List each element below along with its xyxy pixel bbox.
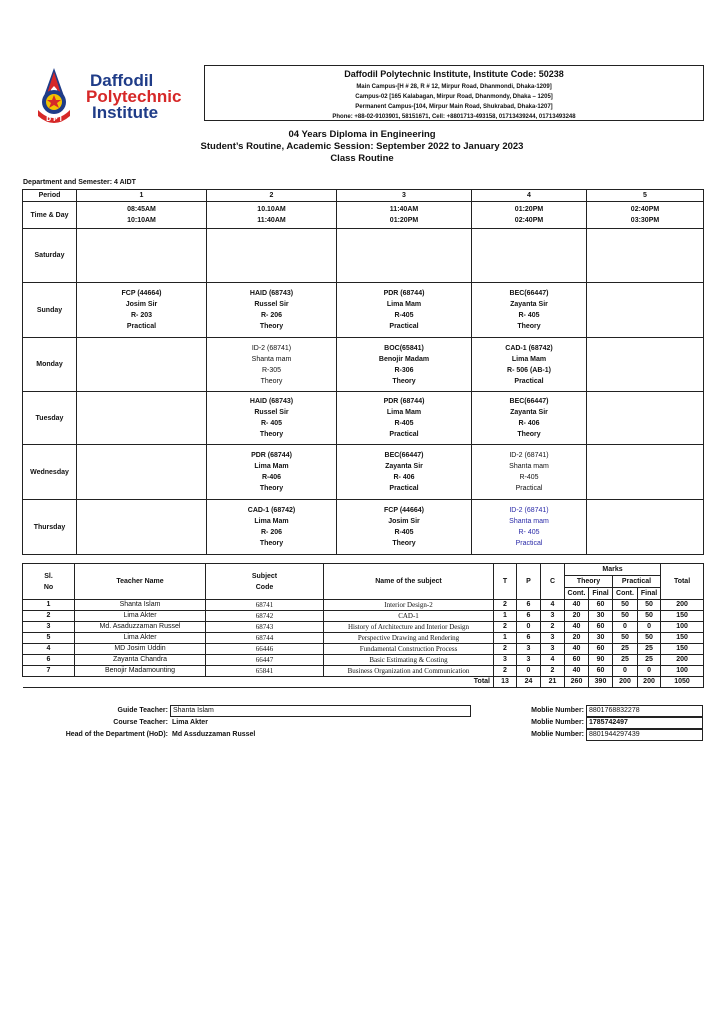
practical-cont-cell: 50	[613, 611, 638, 622]
theory-cont-header: Cont.	[565, 588, 589, 600]
day-row-monday	[23, 338, 704, 392]
mobile-number-field: 8801768832278	[586, 705, 703, 717]
mobile-label: Moblie Number:	[531, 719, 584, 726]
svg-text:Daffodil: Daffodil	[90, 71, 154, 90]
total-label: Total	[23, 677, 494, 688]
table-row	[23, 633, 704, 644]
class-cell	[472, 229, 587, 283]
practical-final-cell: 25	[638, 655, 661, 666]
total-cell: 150	[661, 611, 704, 622]
day-label: Saturday	[23, 229, 77, 283]
theory-final-cell: 90	[589, 655, 613, 666]
p-cell: 6	[517, 600, 541, 611]
sl-cell: 3	[23, 622, 75, 633]
course-teacher-label: Course Teacher:	[113, 719, 168, 726]
subject-rows	[23, 600, 704, 677]
table-row	[23, 655, 704, 666]
sl-cell: 7	[23, 666, 75, 677]
theory-cont-cell: 20	[565, 611, 589, 622]
table-row	[23, 666, 704, 677]
theory-final-cell: 30	[589, 633, 613, 644]
subject-cell: Fundamental Construction Process	[324, 644, 494, 655]
subject-header: Name of the subject	[324, 564, 494, 600]
total-practical-cont: 200	[613, 677, 638, 688]
total-header: Total	[661, 564, 704, 600]
t-cell: 2	[494, 644, 517, 655]
p-cell: 0	[517, 666, 541, 677]
day-row-thursday	[23, 500, 704, 555]
class-cell: BEC(66447) Zayanta Sir R- 405 Theory	[472, 283, 587, 338]
class-cell: PDR (68744) Lima Mam R-406 Theory	[207, 445, 337, 500]
mobile-number-field: 1785742497	[586, 717, 703, 729]
class-cell: ID-2 (68741) Shanta mam R-305 Theory	[207, 338, 337, 392]
theory-final-cell: 60	[589, 644, 613, 655]
routine-titles	[0, 129, 724, 165]
total-cell: 150	[661, 633, 704, 644]
mobile-label: Moblie Number:	[531, 707, 584, 714]
theory-cont-cell: 60	[565, 655, 589, 666]
class-cell: BEC(66447) Zayanta Sir R- 406 Practical	[337, 445, 472, 500]
class-cell	[587, 445, 704, 500]
theory-cont-cell: 40	[565, 666, 589, 677]
program-title: 04 Years Diploma in Engineering	[288, 129, 436, 140]
total-c: 21	[541, 677, 565, 688]
total-cell: 100	[661, 666, 704, 677]
time-row	[23, 202, 704, 229]
t-cell: 1	[494, 611, 517, 622]
teacher-cell: MD Josim Uddin	[75, 644, 206, 655]
subject-cell: Interior Design-2	[324, 600, 494, 611]
subjects-marks-table	[22, 563, 704, 688]
code-cell: 68743	[206, 622, 324, 633]
class-cell: ID-2 (68741) Shanta mam R- 405 Practical	[472, 500, 587, 555]
guide-teacher-field: Shanta Islam	[170, 705, 471, 717]
practical-final-cell: 0	[638, 622, 661, 633]
teacher-cell: Benojir Madamounting	[75, 666, 206, 677]
theory-cont-cell: 40	[565, 644, 589, 655]
class-cell	[77, 229, 207, 283]
c-header: C	[541, 564, 565, 600]
p-cell: 3	[517, 655, 541, 666]
c-cell: 4	[541, 600, 565, 611]
period-number: 3	[337, 190, 472, 202]
day-label: Tuesday	[23, 392, 77, 445]
class-cell: PDR (68744) Lima Mam R-405 Practical	[337, 392, 472, 445]
total-p: 24	[517, 677, 541, 688]
p-cell: 0	[517, 622, 541, 633]
period-time: 02:40PM 03:30PM	[587, 202, 704, 229]
practical-cont-cell: 0	[613, 666, 638, 677]
theory-header: Theory	[565, 576, 613, 588]
theory-final-cell: 60	[589, 622, 613, 633]
class-cell	[587, 283, 704, 338]
day-row-saturday	[23, 229, 704, 283]
p-cell: 6	[517, 633, 541, 644]
class-cell: BEC(66447) Zayanta Sir R- 406 Theory	[472, 392, 587, 445]
practical-final-cell: 50	[638, 633, 661, 644]
header-row-1	[23, 564, 704, 576]
t-cell: 3	[494, 655, 517, 666]
total-cell: 200	[661, 600, 704, 611]
period-row	[23, 190, 704, 202]
teacher-cell: Zayanta Chandra	[75, 655, 206, 666]
period-number: 4	[472, 190, 587, 202]
total-t: 13	[494, 677, 517, 688]
t-cell: 2	[494, 622, 517, 633]
period-time: 11:40AM 01:20PM	[337, 202, 472, 229]
campus-02: Campus-02 [165 Kalabagan, Mirpur Road, Dhanmondy, Dhaka – 1205]	[355, 94, 553, 100]
practical-cont-cell: 50	[613, 600, 638, 611]
subject-cell: Basic Estimating & Costing	[324, 655, 494, 666]
day-label: Wednesday	[23, 445, 77, 500]
total-theory-final: 390	[589, 677, 613, 688]
c-cell: 2	[541, 666, 565, 677]
c-cell: 3	[541, 611, 565, 622]
practical-header: Practical	[613, 576, 661, 588]
practical-cont-cell: 25	[613, 655, 638, 666]
table-row	[23, 611, 704, 622]
theory-cont-cell: 40	[565, 622, 589, 633]
class-cell	[587, 392, 704, 445]
t-header: T	[494, 564, 517, 600]
theory-final-cell: 60	[589, 666, 613, 677]
table-row	[23, 644, 704, 655]
class-cell: BOC(65841) Benojir Madam R-306 Theory	[337, 338, 472, 392]
class-cell	[77, 500, 207, 555]
p-header: P	[517, 564, 541, 600]
class-cell: CAD-1 (68742) Lima Mam R- 206 Theory	[207, 500, 337, 555]
practical-cont-cell: 25	[613, 644, 638, 655]
period-time: 10.10AM 11:40AM	[207, 202, 337, 229]
total-cell: 200	[661, 655, 704, 666]
class-cell: FCP (44664) Josim Sir R- 203 Practical	[77, 283, 207, 338]
class-routine-table	[22, 189, 704, 555]
practical-final-cell: 50	[638, 600, 661, 611]
class-cell	[77, 338, 207, 392]
total-grand: 1050	[661, 677, 704, 688]
table-row	[23, 600, 704, 611]
t-cell: 2	[494, 600, 517, 611]
campus-main: Main Campus-[H # 28, R # 12, Mirpur Road, Dhanmondi, Dhaka-1209]	[356, 84, 552, 90]
theory-cont-cell: 40	[565, 600, 589, 611]
class-cell	[587, 229, 704, 283]
c-cell: 4	[541, 655, 565, 666]
class-cell	[337, 229, 472, 283]
day-row-wednesday	[23, 445, 704, 500]
code-cell: 68741	[206, 600, 324, 611]
logo-seal-icon	[34, 66, 194, 128]
code-header: Subject Code	[206, 564, 324, 600]
period-number: 5	[587, 190, 704, 202]
subject-cell: Business Organization and Communication	[324, 666, 494, 677]
period-number: 2	[207, 190, 337, 202]
total-theory-cont: 260	[565, 677, 589, 688]
practical-cont-cell: 0	[613, 622, 638, 633]
period-number: 1	[77, 190, 207, 202]
practical-final-cell: 25	[638, 644, 661, 655]
time-day-label: Time & Day	[23, 202, 77, 229]
code-cell: 66446	[206, 644, 324, 655]
teacher-cell: Shanta Islam	[75, 600, 206, 611]
class-cell	[587, 338, 704, 392]
phone-line: Phone: +88-02-9103901, 58151671, Cell: +8801713-493158, 01713439244, 01713493248	[332, 114, 576, 120]
campus-permanent: Permanent Campus-[104, Mirpur Main Road, Shukrabad, Dhaka-1207]	[355, 104, 553, 110]
code-cell: 68744	[206, 633, 324, 644]
sl-cell: 6	[23, 655, 75, 666]
practical-final-cell: 50	[638, 611, 661, 622]
subject-cell: History of Architecture and Interior Design	[324, 622, 494, 633]
mobile-number-field: 8801944297439	[586, 729, 703, 741]
teacher-cell: Md. Asaduzzaman Russel	[75, 622, 206, 633]
practical-cont-header: Cont.	[613, 588, 638, 600]
day-label: Monday	[23, 338, 77, 392]
guide-teacher-label: Guide Teacher:	[117, 707, 168, 714]
class-cell: PDR (68744) Lima Mam R-405 Practical	[337, 283, 472, 338]
p-cell: 3	[517, 644, 541, 655]
class-cell	[587, 500, 704, 555]
period-time: 01:20PM 02:40PM	[472, 202, 587, 229]
code-cell: 68742	[206, 611, 324, 622]
day-label: Thursday	[23, 500, 77, 555]
c-cell: 3	[541, 633, 565, 644]
class-cell	[77, 445, 207, 500]
teacher-header: Teacher Name	[75, 564, 206, 600]
mobile-label: Moblie Number:	[531, 731, 584, 738]
department-semester: Department and Semester: 4 AIDT	[23, 179, 136, 186]
class-cell: CAD-1 (68742) Lima Mam R- 506 (AB-1) Practical	[472, 338, 587, 392]
day-label: Sunday	[23, 283, 77, 338]
theory-final-cell: 60	[589, 600, 613, 611]
c-cell: 2	[541, 622, 565, 633]
practical-final-header: Final	[638, 588, 661, 600]
sl-cell: 2	[23, 611, 75, 622]
teacher-cell: Lima Akter	[75, 633, 206, 644]
course-teacher-value: Lima Akter	[172, 719, 208, 726]
table-row	[23, 622, 704, 633]
session-title: Student’s Routine, Academic Session: September 2022 to January 2023	[200, 141, 524, 152]
institute-logo	[34, 66, 194, 128]
subject-cell: CAD-1	[324, 611, 494, 622]
total-practical-final: 200	[638, 677, 661, 688]
sl-header: Sl. No	[23, 564, 75, 600]
class-cell	[77, 392, 207, 445]
practical-final-cell: 0	[638, 666, 661, 677]
subject-cell: Perspective Drawing and Rendering	[324, 633, 494, 644]
hod-value: Md Assduzzaman Russel	[172, 731, 256, 738]
code-cell: 66447	[206, 655, 324, 666]
svg-text:D P I: D P I	[46, 116, 62, 123]
marks-header: Marks	[565, 564, 661, 576]
t-cell: 2	[494, 666, 517, 677]
total-cell: 100	[661, 622, 704, 633]
totals-row	[23, 677, 704, 688]
period-time: 08:45AM 10:10AM	[77, 202, 207, 229]
t-cell: 1	[494, 633, 517, 644]
institute-info-box	[204, 65, 704, 121]
hod-label: Head of the Department (HoD):	[65, 731, 168, 738]
svg-text:Institute: Institute	[92, 103, 159, 122]
p-cell: 6	[517, 611, 541, 622]
code-cell: 65841	[206, 666, 324, 677]
class-cell	[207, 229, 337, 283]
theory-cont-cell: 20	[565, 633, 589, 644]
sl-cell: 4	[23, 644, 75, 655]
day-row-sunday	[23, 283, 704, 338]
class-cell: FCP (44664) Josim Sir R-405 Theory	[337, 500, 472, 555]
period-label: Period	[23, 190, 77, 202]
total-cell: 150	[661, 644, 704, 655]
sl-cell: 5	[23, 633, 75, 644]
day-row-tuesday	[23, 392, 704, 445]
theory-final-cell: 30	[589, 611, 613, 622]
class-cell: HAID (68743) Russel Sir R- 206 Theory	[207, 283, 337, 338]
teacher-cell: Lima Akter	[75, 611, 206, 622]
c-cell: 3	[541, 644, 565, 655]
theory-final-header: Final	[589, 588, 613, 600]
institute-name: Daffodil Polytechnic Institute, Institute Code: 50238	[344, 69, 564, 79]
routine-title: Class Routine	[330, 153, 394, 164]
svg-text:Polytechnic: Polytechnic	[86, 87, 182, 106]
class-cell: HAID (68743) Russel Sir R- 405 Theory	[207, 392, 337, 445]
practical-cont-cell: 50	[613, 633, 638, 644]
sl-cell: 1	[23, 600, 75, 611]
class-cell: ID-2 (68741) Shanta mam R-405 Practical	[472, 445, 587, 500]
